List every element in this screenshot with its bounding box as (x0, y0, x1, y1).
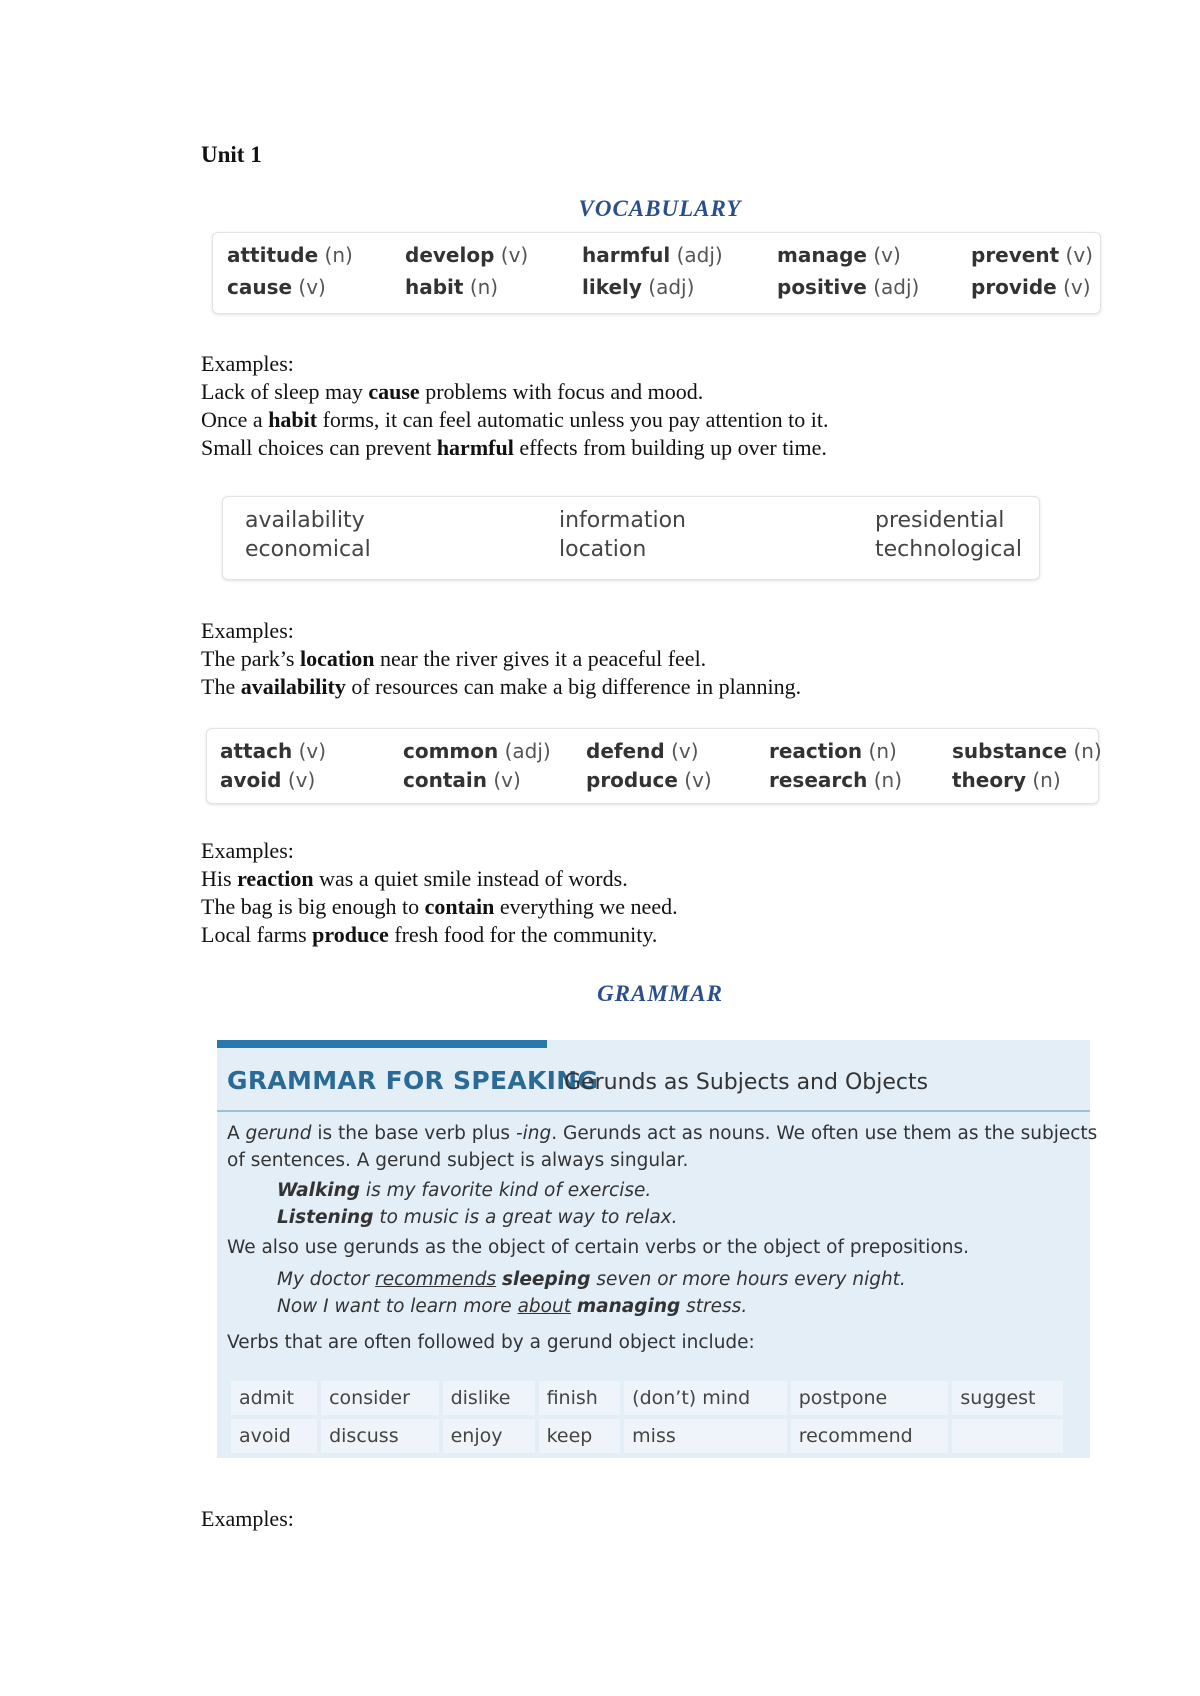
example-text: effects from building up over time. (513, 435, 827, 460)
examples-label: Examples: (201, 351, 294, 376)
vocab-word: defend (586, 739, 665, 763)
vocab-part-of-speech: (adj) (504, 739, 551, 763)
vocab-part-of-speech: (v) (287, 768, 316, 792)
vocab-entry (220, 739, 403, 763)
example-text: near the river gives it a peaceful feel. (374, 646, 707, 671)
grammar-label: GRAMMAR FOR SPEAKING (227, 1066, 599, 1095)
verb-cell: miss (624, 1419, 787, 1453)
verb-cell: postpone (791, 1381, 949, 1415)
vocab-word: research (769, 768, 868, 792)
vocab-entry (777, 275, 971, 299)
examples-section-2 (201, 617, 801, 701)
vocab-word: cause (227, 275, 293, 299)
vocab-entry (586, 768, 769, 792)
example-text: forms, it can feel automatic unless you pay attention to it. (317, 407, 829, 432)
example-sentence (201, 673, 801, 701)
table-row (231, 1419, 1063, 1453)
vocab-word: substance (952, 739, 1068, 763)
grammar-intro: A gerund is the base verb plus -ing. Gerunds act as nouns. We often use them as the subjects of sentences. A gerund subject is always singular. (227, 1123, 1098, 1171)
vocab-entry (403, 739, 586, 763)
vocab-part-of-speech: (v) (684, 768, 712, 792)
vocab-entry (971, 243, 1111, 267)
vocab-entry (582, 243, 777, 267)
example-sentence (201, 434, 828, 462)
vocab-word: produce (586, 768, 678, 792)
examples-section-4 (201, 1505, 294, 1533)
example-keyword: produce (312, 922, 389, 947)
vocab-part-of-speech: (n) (469, 275, 499, 299)
vocab-word: provide (971, 275, 1057, 299)
vocab-entry (227, 243, 405, 267)
vocab-word: contain (403, 768, 487, 792)
vocab-word: harmful (582, 243, 671, 267)
verb-cell: avoid (231, 1419, 317, 1453)
vocab-part-of-speech: (v) (493, 768, 521, 792)
examples-label: Examples: (201, 838, 294, 863)
vocab-entry (405, 243, 582, 267)
example-text: was a quiet smile instead of words. (313, 866, 628, 891)
vocab-entry (769, 739, 952, 763)
example-keyword: habit (268, 407, 318, 432)
vocabulary-box-2 (222, 496, 1040, 580)
verb-cell (952, 1419, 1063, 1453)
example-keyword: harmful (436, 435, 514, 460)
vocab-word: likely (582, 275, 642, 299)
vocab-word: presidential (875, 508, 1005, 533)
example-keyword: reaction (237, 866, 314, 891)
grammar-subject-examples: Walking is my favorite kind of exercise. Listening to music is a great way to relax. (277, 1180, 678, 1228)
verb-cell: admit (231, 1381, 317, 1415)
grammar-subtitle: Gerunds as Subjects and Objects (564, 1070, 929, 1095)
vocab-word: prevent (971, 243, 1060, 267)
grammar-verbs-intro: Verbs that are often followed by a gerund object include: (227, 1332, 755, 1353)
vocab-word: theory (952, 768, 1027, 792)
vocab-part-of-speech: (n) (868, 739, 897, 763)
example-text: Small choices can prevent (201, 435, 437, 460)
vocab-part-of-speech: (adj) (648, 275, 695, 299)
vocab-word: avoid (220, 768, 282, 792)
example-keyword: availability (240, 674, 346, 699)
table-row (231, 1381, 1063, 1415)
unit-title: Unit 1 (201, 142, 262, 167)
examples-list (201, 378, 828, 462)
example-text: Once a (201, 407, 269, 432)
vocab-part-of-speech: (v) (500, 243, 529, 267)
grammar-object-examples: My doctor recommends sleeping seven or more hours every night. Now I want to learn more about managing stress. (277, 1269, 906, 1317)
example-text: problems with focus and mood. (419, 379, 704, 404)
verb-cell: dislike (443, 1381, 535, 1415)
grammar-objects-text: We also use gerunds as the object of certain verbs or the object of prepositions. (227, 1237, 970, 1258)
vocab-word: attach (220, 739, 293, 763)
example-text: Local farms (201, 922, 313, 947)
vocab-entry (952, 768, 1092, 792)
vocabulary-box-1 (212, 232, 1101, 314)
grammar-heading: GRAMMAR (597, 981, 723, 1006)
verb-cell: suggest (952, 1381, 1063, 1415)
examples-list (201, 645, 801, 701)
verb-cell: discuss (321, 1419, 439, 1453)
vocab-part-of-speech: (n) (1073, 739, 1102, 763)
gerund-verbs-table (227, 1377, 1067, 1457)
vocab-word: attitude (227, 243, 319, 267)
example-keyword: location (299, 646, 375, 671)
examples-label: Examples: (201, 618, 294, 643)
verb-cell: consider (321, 1381, 439, 1415)
example-keyword: cause (368, 379, 420, 404)
verb-cell: (don’t) mind (624, 1381, 787, 1415)
vocab-word: reaction (769, 739, 863, 763)
example-keyword: contain (424, 894, 495, 919)
example-sentence (201, 865, 678, 893)
example-sentence (201, 378, 828, 406)
verb-cell: keep (539, 1419, 621, 1453)
example-sentence (201, 921, 678, 949)
vocab-part-of-speech: (v) (298, 739, 327, 763)
examples-section-3 (201, 837, 678, 949)
example-text: The (201, 674, 241, 699)
examples-section-1 (201, 350, 828, 462)
vocab-part-of-speech: (adj) (873, 275, 920, 299)
vocab-part-of-speech: (adj) (676, 243, 723, 267)
grammar-header (217, 1048, 1090, 1112)
vocab-part-of-speech: (n) (873, 768, 902, 792)
vocab-word: location (559, 537, 647, 562)
vocab-entry (403, 768, 586, 792)
example-sentence (201, 893, 678, 921)
example-text: The bag is big enough to (201, 894, 425, 919)
vocab-part-of-speech: (v) (1065, 243, 1093, 267)
vocab-entry (405, 275, 582, 299)
example-text: everything we need. (494, 894, 678, 919)
vocab-part-of-speech: (v) (873, 243, 901, 267)
vocabulary-box-3 (206, 728, 1102, 804)
example-text: The park’s (201, 646, 300, 671)
vocab-word: economical (245, 537, 371, 562)
vocab-entry (769, 768, 952, 792)
example-sentence (201, 645, 801, 673)
vocab-entry (220, 768, 403, 792)
vocab-word: positive (777, 275, 867, 299)
grammar-accent-bar (217, 1040, 547, 1048)
example-text: of resources can make a big difference in planning. (345, 674, 802, 699)
vocab-word: technological (875, 537, 1022, 562)
verb-cell: recommend (791, 1419, 949, 1453)
vocab-word: information (559, 508, 686, 533)
vocab-word: availability (245, 508, 365, 533)
vocab-entry (952, 739, 1102, 763)
vocab-entry (777, 243, 971, 267)
vocab-part-of-speech: (v) (298, 275, 326, 299)
vocab-part-of-speech: (n) (1032, 768, 1061, 792)
examples-label: Examples: (201, 1506, 294, 1531)
vocab-word: habit (405, 275, 464, 299)
examples-list (201, 865, 678, 949)
example-sentence (201, 406, 828, 434)
vocab-part-of-speech: (v) (1063, 275, 1091, 299)
vocab-word: common (403, 739, 499, 763)
vocab-part-of-speech: (n) (324, 243, 353, 267)
example-text: fresh food for the community. (388, 922, 658, 947)
vocab-part-of-speech: (v) (671, 739, 699, 763)
grammar-box (217, 1040, 1098, 1458)
vocab-entry (582, 275, 777, 299)
vocabulary-heading: VOCABULARY (578, 196, 742, 221)
example-text: Lack of sleep may (201, 379, 369, 404)
verb-cell: enjoy (443, 1419, 535, 1453)
vocab-word: manage (777, 243, 867, 267)
vocab-entry (227, 275, 405, 299)
example-text: His (201, 866, 238, 891)
verb-cell: finish (539, 1381, 621, 1415)
vocab-word: develop (405, 243, 495, 267)
vocab-entry (971, 275, 1111, 299)
vocab-entry (586, 739, 769, 763)
